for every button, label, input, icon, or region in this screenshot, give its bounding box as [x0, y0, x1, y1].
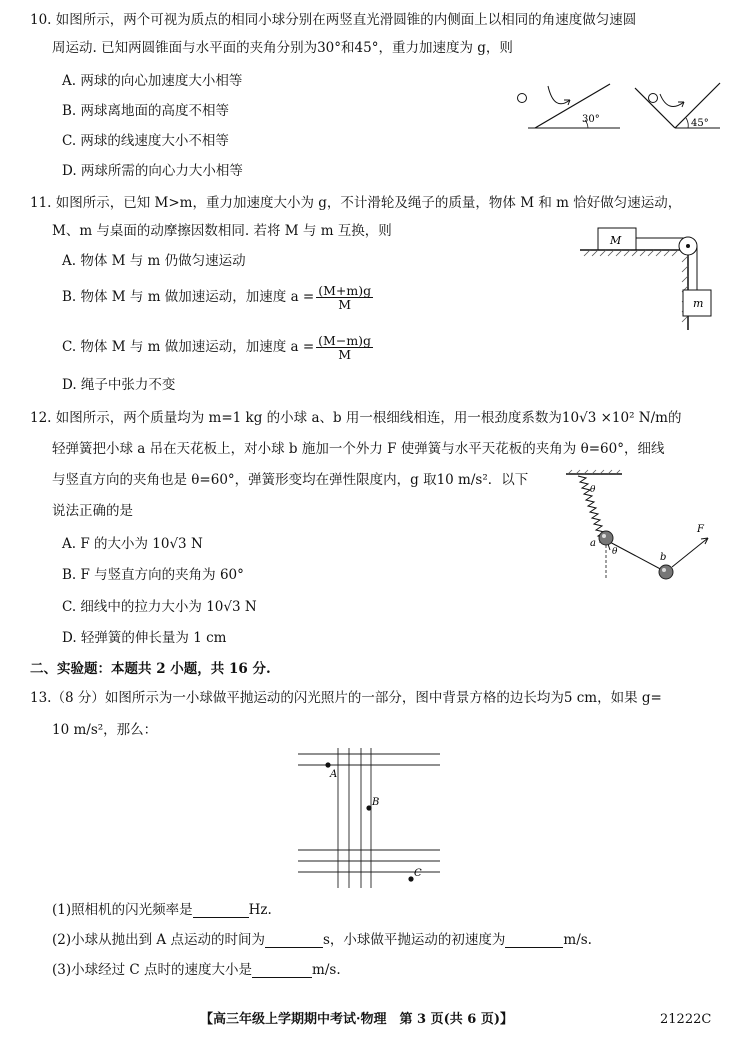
- q12-option-d: D. 轻弹簧的伸长量为 1 cm: [62, 630, 227, 646]
- q11-option-b: [62, 284, 373, 311]
- q12-theta-top: θ: [590, 485, 596, 495]
- q10-stem-line1: 10. 如图所示，两个可视为质点的相同小球分别在两竖直光滑圆锥的内侧面上以相同的角速度做匀速圆: [30, 12, 637, 28]
- q13-blank-speed-at-C[interactable]: [252, 963, 312, 978]
- q11-option-a: A. 物体 M 与 m 仍做匀速运动: [62, 253, 246, 269]
- q12-ball-b: [659, 565, 673, 579]
- q12-label-a: a: [590, 538, 596, 549]
- q12-stem-line2: 轻弹簧把小球 a 吊在天花板上，对小球 b 施加一个外力 F 使弹簧与水平天花板的夹角为 θ=60°，细线: [52, 441, 665, 457]
- q10-option-a: A. 两球的向心加速度大小相等: [62, 73, 243, 89]
- q11-option-b-text: B. 物体 M 与 m 做加速运动，加速度 a =: [62, 289, 315, 305]
- q11-option-b-denominator: M: [338, 297, 352, 312]
- q11-option-b-fraction: [316, 284, 373, 311]
- q12-stem-line1: 12. 如图所示，两个质量均为 m=1 kg 的小球 a、b 用一根细线相连，用一根劲度系数为10√3 ×10² N/m的: [30, 410, 682, 426]
- q10-option-d: D. 两球所需的向心力大小相等: [62, 163, 243, 179]
- q12-option-b: B. F 与竖直方向的夹角为 60°: [62, 567, 244, 583]
- q13-label-A: A: [330, 769, 338, 780]
- q12-option-c: C. 细线中的拉力大小为 10√3 N: [62, 599, 257, 615]
- q13-part-1-unit: Hz.: [248, 902, 272, 918]
- q13-part-1: [52, 902, 272, 918]
- q11-stem-line2: M、m 与桌面的动摩擦因数相同. 若将 M 与 m 互换，则: [52, 223, 392, 239]
- q10-ball-right: [649, 94, 658, 103]
- q11-label-m: m: [693, 297, 704, 310]
- q10-option-b: B. 两球离地面的高度不相等: [62, 103, 230, 119]
- q12-theta-bottom: θ: [612, 547, 618, 557]
- q11-option-c-text: C. 物体 M 与 m 做加速运动，加速度 a =: [62, 339, 315, 355]
- q13-part-3: [52, 962, 341, 978]
- q13-part-3-unit: m/s.: [312, 962, 341, 978]
- q12-label-b: b: [660, 552, 667, 563]
- q11-pulley-figure: [580, 222, 720, 332]
- q11-option-b-numerator: (M+m)g: [318, 283, 372, 298]
- section-2-heading: 二、实验题：本题共 2 小题，共 16 分.: [30, 661, 271, 677]
- q13-point-C: [408, 876, 413, 881]
- q12-label-F: F: [697, 524, 704, 535]
- q13-part-2-text: (2)小球从抛出到 A 点运动的时间为: [52, 932, 265, 948]
- q11-option-c-numerator: (M−m)g: [318, 333, 372, 348]
- q12-ball-a: [599, 531, 613, 545]
- q13-part-2-middle: s，小球做平抛运动的初速度为: [322, 932, 506, 948]
- q13-label-B: B: [372, 797, 380, 808]
- q13-stem-line1: 13.（8 分）如图所示为一小球做平抛运动的闪光照片的一部分，图中背景方格的边长均为5 cm，如果 g=: [30, 690, 662, 706]
- paper-code: 21222C: [660, 1012, 712, 1027]
- q13-blank-time[interactable]: [265, 933, 323, 948]
- q10-ball-left: [518, 94, 527, 103]
- q11-label-M: M: [610, 234, 622, 247]
- q13-part-2: [52, 932, 592, 948]
- q13-point-B: [366, 805, 371, 810]
- q10-cone-figure: [510, 78, 720, 138]
- q10-angle-30: 30°: [582, 114, 600, 125]
- q10-angle-45: 45°: [691, 118, 709, 129]
- q13-part-2-unit: m/s.: [563, 932, 592, 948]
- q12-stem-line4: 说法正确的是: [52, 503, 133, 519]
- q10-option-c: C. 两球的线速度大小不相等: [62, 133, 229, 149]
- q13-stem-line2: 10 m/s²，那么：: [52, 722, 158, 738]
- q12-spring-figure: [560, 470, 720, 590]
- q11-option-c-fraction: [316, 334, 373, 361]
- q13-part-3-text: (3)小球经过 C 点时的速度大小是: [52, 962, 253, 978]
- q11-option-c: [62, 334, 373, 361]
- q12-stem-line3: 与竖直方向的夹角也是 θ=60°，弹簧形变均在弹性限度内，g 取10 m/s²．以下: [52, 472, 529, 488]
- q13-grid-figure: [298, 748, 443, 890]
- q11-option-c-denominator: M: [338, 347, 352, 362]
- q13-label-C: C: [414, 868, 422, 879]
- q13-part-1-text: (1)照相机的闪光频率是: [52, 902, 193, 918]
- q13-point-A: [325, 762, 330, 767]
- page-footer: 【高三年级上学期期中考试·物理 第 3 页(共 6 页)】: [200, 1012, 514, 1027]
- q13-blank-initial-velocity[interactable]: [505, 933, 563, 948]
- q11-stem-line1: 11. 如图所示，已知 M>m，重力加速度大小为 g，不计滑轮及绳子的质量，物体 M 和 m 恰好做匀速运动，: [30, 195, 682, 211]
- q10-stem-line2: 周运动. 已知两圆锥面与水平面的夹角分别为30°和45°，重力加速度为 g，则: [52, 40, 513, 56]
- q12-option-a: A. F 的大小为 10√3 N: [62, 536, 203, 552]
- q13-blank-frequency[interactable]: [193, 903, 249, 918]
- q11-option-d: D. 绳子中张力不变: [62, 377, 176, 393]
